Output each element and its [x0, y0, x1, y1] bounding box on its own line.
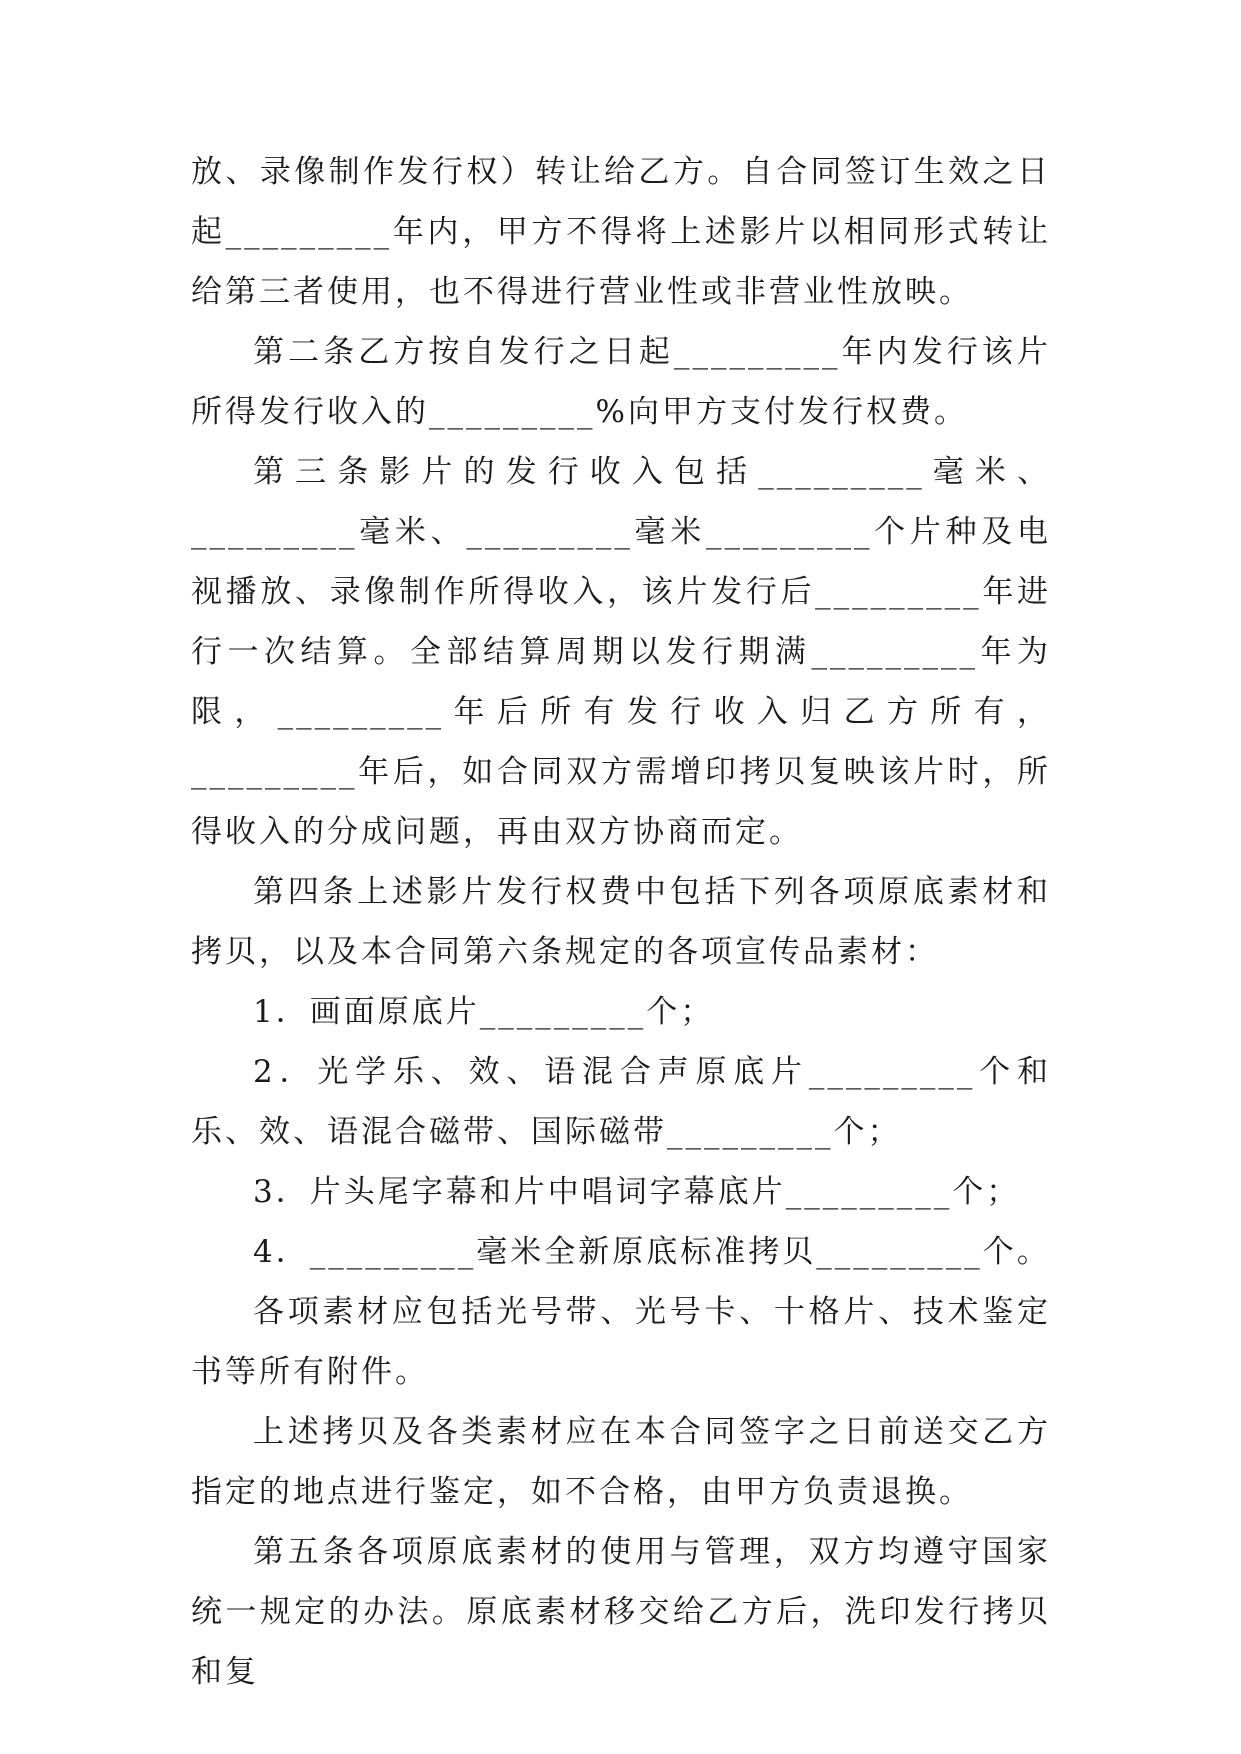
- paragraph-materials-attachments: 各项素材应包括光号带、光号卡、十格片、技术鉴定书等所有附件。: [191, 1294, 1051, 1390]
- paragraph-article-5: 第五条各项原底素材的使用与管理，双方均遵守国家统一规定的办法。原底素材移交给乙方后，洗印发行拷贝和复: [191, 1534, 1051, 1690]
- list-item-1: 1．画面原底片_________个；: [253, 994, 715, 1030]
- paragraph-delivery-inspection: 上述拷贝及各类素材应在本合同签字之日前送交乙方指定的地点进行鉴定，如不合格，由甲方负责退换。: [191, 1414, 1051, 1510]
- list-item-3: 3．片头尾字幕和片中唱词字幕底片_________个；: [253, 1174, 1021, 1210]
- list-item-4: 4．_________毫米全新原底标准拷贝_________个。: [253, 1234, 1051, 1270]
- paragraph-transfer-terms: 放、录像制作发行权）转让给乙方。自合同签订生效之日起_________年内，甲方不得将上述影片以相同形式转让给第三者使用，也不得进行营业性或非营业性放映。: [191, 154, 1051, 310]
- paragraph-article-3: 第三条影片的发行收入包括_________毫米、_________毫米、_________毫米_________个片种及电视播放、录像制作所得收入，该片发行后_________年进行一次结算。全部结算周期以发行期满_________年为限，_________年后所有发行收入归乙方所有，_________年后，如合同双方需增印拷贝复映该片时，所得收入的分成问题，再由双方协商而定。: [191, 454, 1051, 850]
- paragraph-article-2: 第二条乙方按自发行之日起_________年内发行该片所得发行收入的_________%向甲方支付发行权费。: [191, 334, 1051, 430]
- list-item-2: 2．光学乐、效、语混合声原底片_________个和乐、效、语混合磁带、国际磁带_________个；: [191, 1054, 1051, 1150]
- paragraph-article-4: 第四条上述影片发行权费中包括下列各项原底素材和拷贝，以及本合同第六条规定的各项宣传品素材：: [191, 874, 1051, 970]
- document-page: [191, 142, 1051, 1702]
